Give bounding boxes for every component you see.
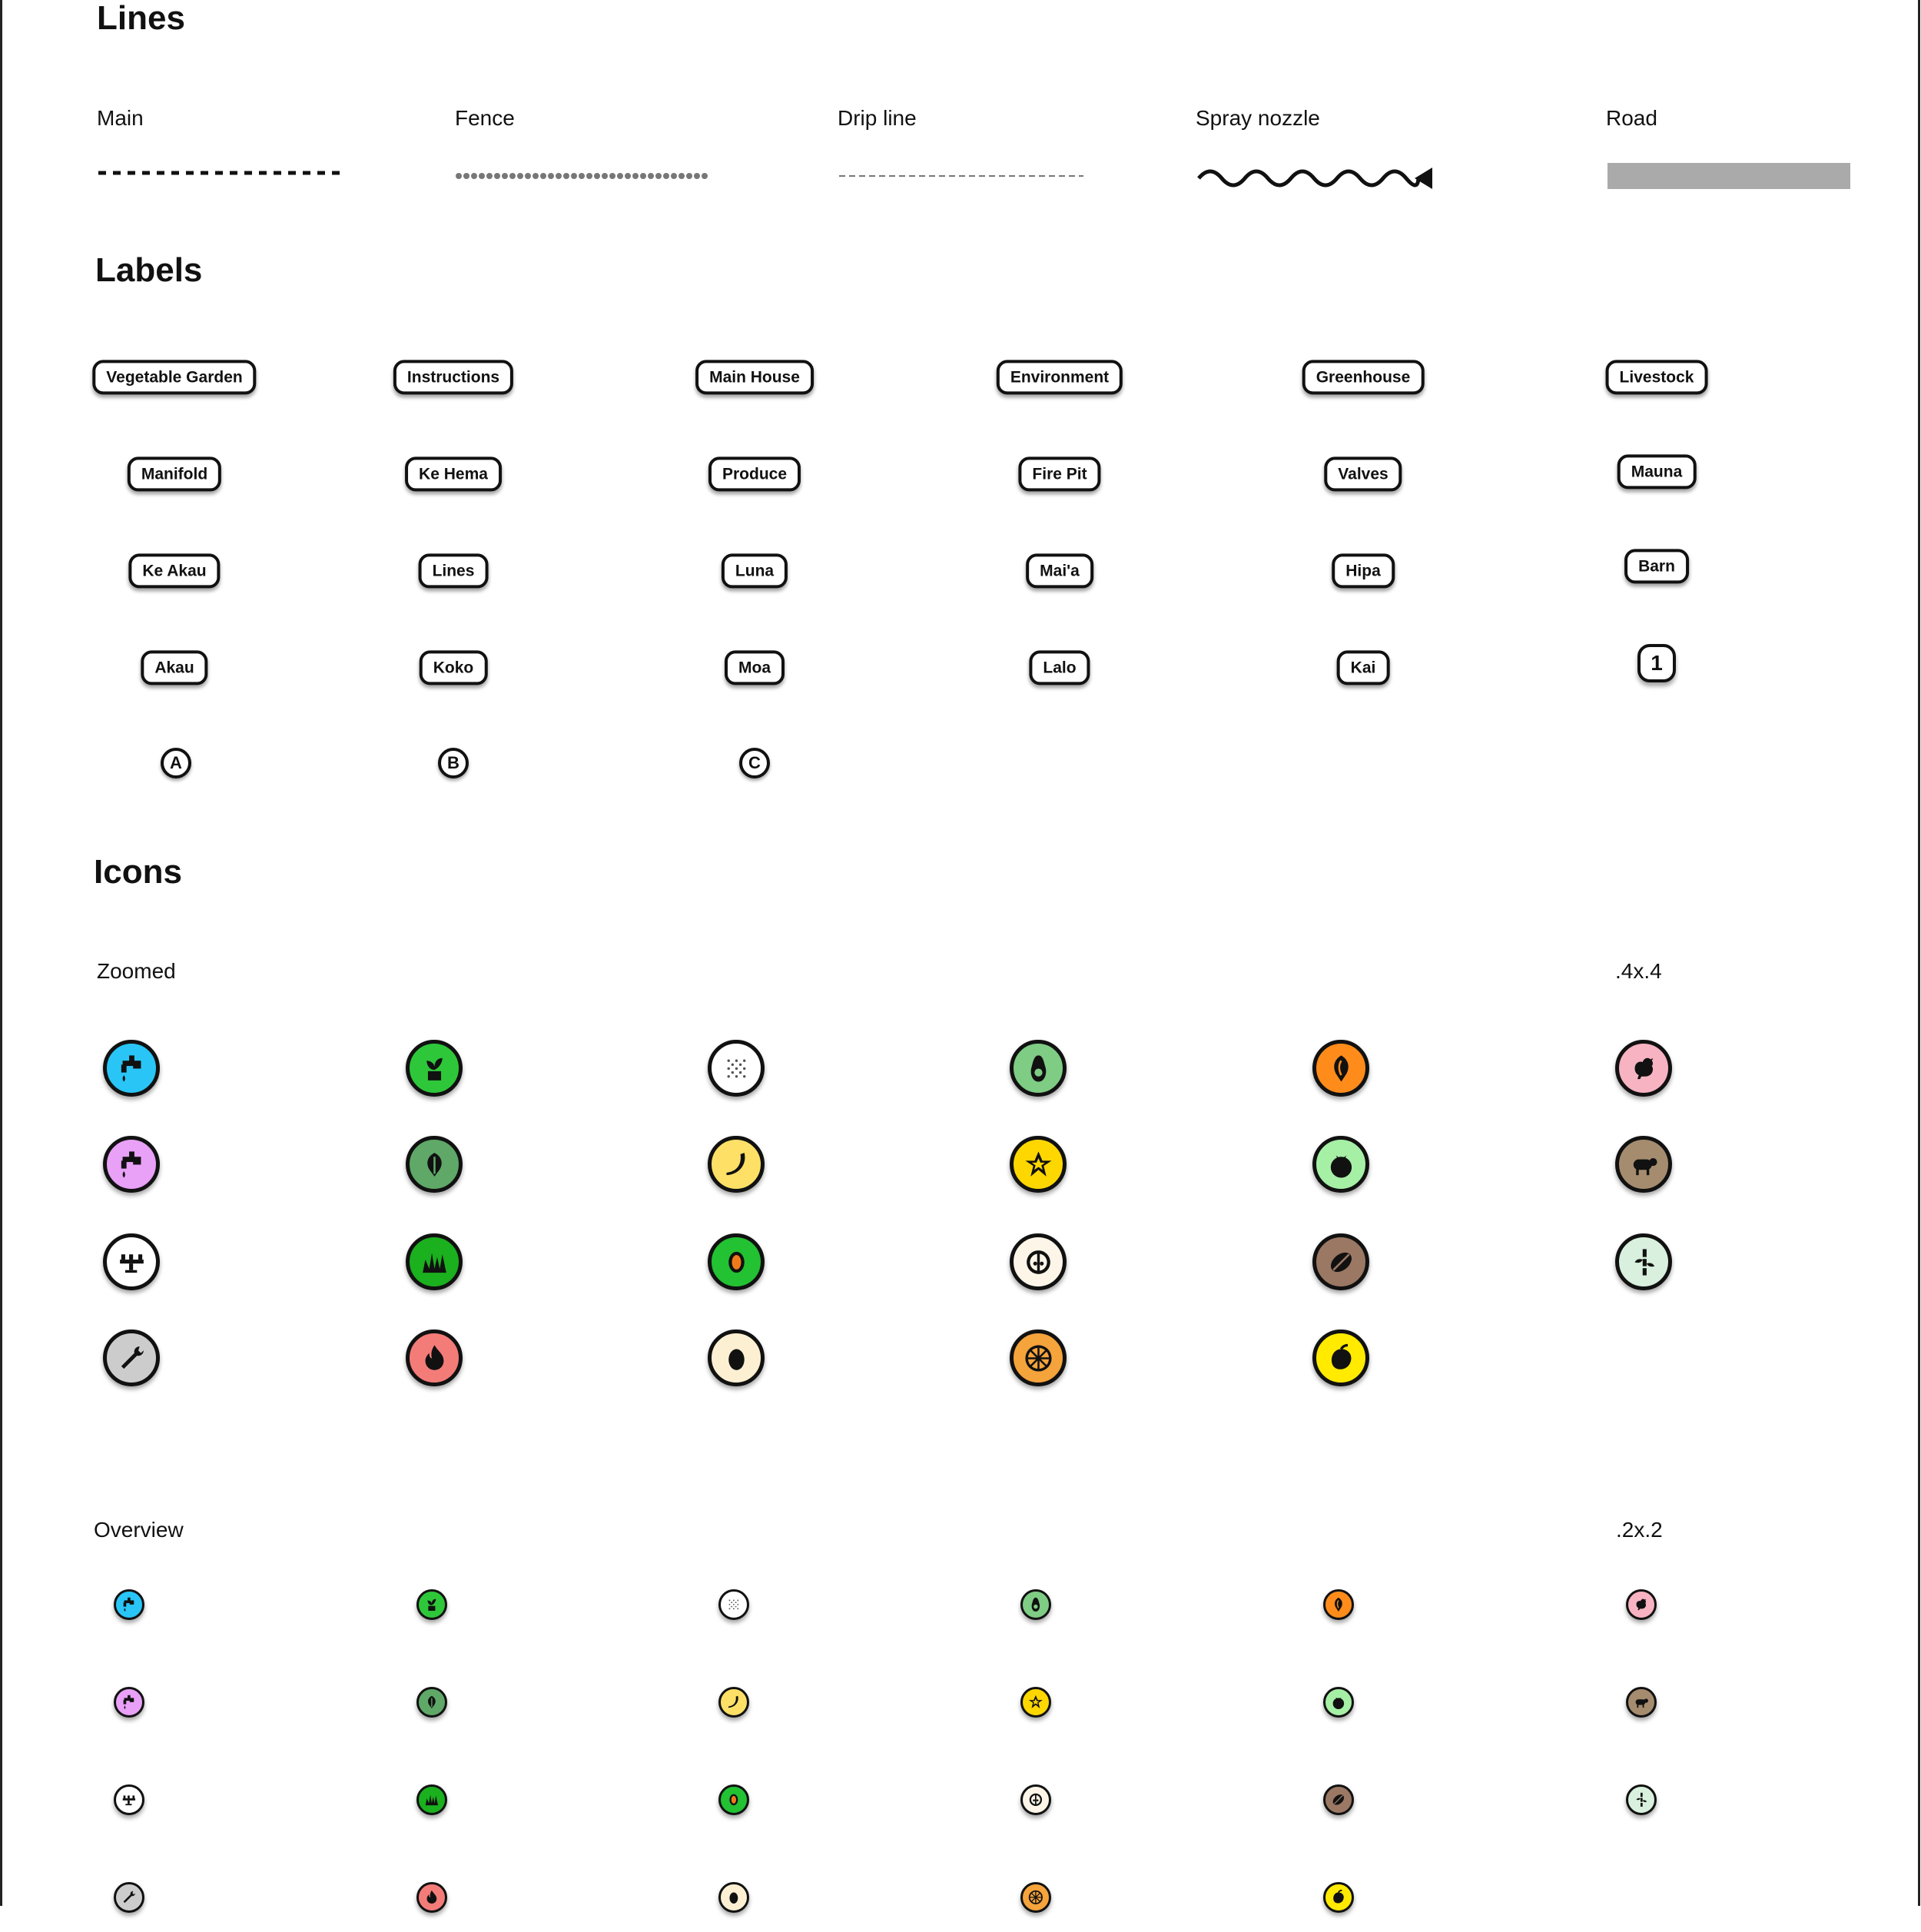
leaf-icon[interactable] xyxy=(406,1136,463,1193)
avocado-icon[interactable] xyxy=(1020,1589,1051,1620)
chicken-icon[interactable] xyxy=(1615,1040,1672,1097)
left-edge-line xyxy=(0,0,2,1906)
label-lines[interactable]: Lines xyxy=(419,553,489,588)
cocoa-pod-icon[interactable] xyxy=(1323,1784,1354,1815)
label-koko[interactable]: Koko xyxy=(420,650,488,685)
fruit-half-icon[interactable] xyxy=(1020,1784,1051,1815)
starfruit-icon[interactable] xyxy=(1020,1687,1051,1718)
papaya-icon[interactable] xyxy=(718,1784,749,1815)
labels-heading: Labels xyxy=(95,251,203,289)
leaf-icon[interactable] xyxy=(416,1687,447,1718)
fruit-half-icon[interactable] xyxy=(1010,1233,1067,1290)
cacao-seed-icon[interactable] xyxy=(1312,1040,1369,1097)
label-luna[interactable]: Luna xyxy=(722,553,788,588)
cocoa-pod-icon[interactable] xyxy=(1312,1233,1369,1290)
bamboo-icon[interactable] xyxy=(1615,1233,1672,1290)
mango-icon[interactable] xyxy=(1312,1329,1369,1386)
chicken-icon[interactable] xyxy=(1626,1589,1657,1620)
lines-heading: Lines xyxy=(97,0,185,37)
zoomed-label: Zoomed xyxy=(97,959,176,983)
right-edge-line xyxy=(1918,0,1920,1906)
overview-label: Overview xyxy=(94,1518,184,1542)
label-manifold[interactable]: Manifold xyxy=(128,456,221,491)
spray-nozzle-line-sample xyxy=(1196,160,1449,194)
citrus-slice-icon[interactable] xyxy=(1010,1329,1067,1386)
label-main-house[interactable]: Main House xyxy=(695,360,814,394)
line-label-drip: Drip line xyxy=(838,106,917,130)
label-vegetable-garden[interactable]: Vegetable Garden xyxy=(92,360,256,394)
line-label-road: Road xyxy=(1606,106,1657,130)
tomato-icon[interactable] xyxy=(1323,1687,1354,1718)
line-label-main: Main xyxy=(97,106,144,130)
papaya-icon[interactable] xyxy=(708,1233,765,1290)
faucet-blue-icon[interactable] xyxy=(103,1040,160,1097)
label-circle-a[interactable]: A xyxy=(161,748,191,778)
drip-line-sample xyxy=(838,163,1091,194)
label-mauna[interactable]: Mauna xyxy=(1617,454,1697,489)
label-hipa[interactable]: Hipa xyxy=(1332,553,1395,588)
cacao-seed-icon[interactable] xyxy=(1323,1589,1354,1620)
label-valves[interactable]: Valves xyxy=(1324,456,1402,491)
label-barn[interactable]: Barn xyxy=(1624,549,1689,583)
fence-line-sample xyxy=(455,163,716,194)
manifold-icon[interactable] xyxy=(103,1233,160,1290)
egg-icon[interactable] xyxy=(708,1329,765,1386)
wrench-icon[interactable] xyxy=(114,1882,144,1913)
label-fire-pit[interactable]: Fire Pit xyxy=(1018,456,1100,491)
mango-icon[interactable] xyxy=(1323,1882,1354,1913)
grass-icon[interactable] xyxy=(416,1784,447,1815)
wrench-icon[interactable] xyxy=(103,1329,160,1386)
label-maia[interactable]: Mai'a xyxy=(1026,553,1093,588)
sheep-icon[interactable] xyxy=(1615,1136,1672,1193)
faucet-purple-icon[interactable] xyxy=(103,1136,160,1193)
label-livestock[interactable]: Livestock xyxy=(1606,360,1708,394)
starfruit-icon[interactable] xyxy=(1010,1136,1067,1193)
grass-icon[interactable] xyxy=(406,1233,463,1290)
tomato-icon[interactable] xyxy=(1312,1136,1369,1193)
banana-icon[interactable] xyxy=(708,1136,765,1193)
potted-plant-icon[interactable] xyxy=(406,1040,463,1097)
label-circle-c[interactable]: C xyxy=(739,748,770,778)
sheep-icon[interactable] xyxy=(1626,1687,1657,1718)
faucet-blue-icon[interactable] xyxy=(114,1589,144,1620)
label-circle-b[interactable]: B xyxy=(438,748,469,778)
overview-scale-label: .2x.2 xyxy=(1616,1518,1663,1542)
label-ke-hema[interactable]: Ke Hema xyxy=(405,456,502,491)
citrus-slice-icon[interactable] xyxy=(1020,1882,1051,1913)
label-instructions[interactable]: Instructions xyxy=(393,360,513,394)
dots-icon[interactable] xyxy=(708,1040,765,1097)
dots-icon[interactable] xyxy=(718,1589,749,1620)
fire-icon[interactable] xyxy=(416,1882,447,1913)
bamboo-icon[interactable] xyxy=(1626,1784,1657,1815)
line-label-fence: Fence xyxy=(455,106,515,130)
faucet-purple-icon[interactable] xyxy=(114,1687,144,1718)
line-label-spray: Spray nozzle xyxy=(1196,106,1320,130)
egg-icon[interactable] xyxy=(718,1882,749,1913)
label-kai[interactable]: Kai xyxy=(1337,650,1390,685)
label-lalo[interactable]: Lalo xyxy=(1029,650,1090,685)
main-line-sample xyxy=(97,163,350,194)
label-produce[interactable]: Produce xyxy=(708,456,801,491)
manifold-icon[interactable] xyxy=(114,1784,144,1815)
avocado-icon[interactable] xyxy=(1010,1040,1067,1097)
potted-plant-icon[interactable] xyxy=(416,1589,447,1620)
label-ke-akau[interactable]: Ke Akau xyxy=(128,553,220,588)
banana-icon[interactable] xyxy=(718,1687,749,1718)
icons-heading: Icons xyxy=(94,853,182,891)
label-environment[interactable]: Environment xyxy=(997,360,1123,394)
road-line-sample xyxy=(1607,163,1850,189)
label-number-badge[interactable]: 1 xyxy=(1637,644,1676,682)
label-moa[interactable]: Moa xyxy=(725,650,785,685)
fire-icon[interactable] xyxy=(406,1329,463,1386)
label-akau[interactable]: Akau xyxy=(141,650,207,685)
label-greenhouse[interactable]: Greenhouse xyxy=(1302,360,1425,394)
zoomed-scale-label: .4x.4 xyxy=(1615,959,1662,983)
